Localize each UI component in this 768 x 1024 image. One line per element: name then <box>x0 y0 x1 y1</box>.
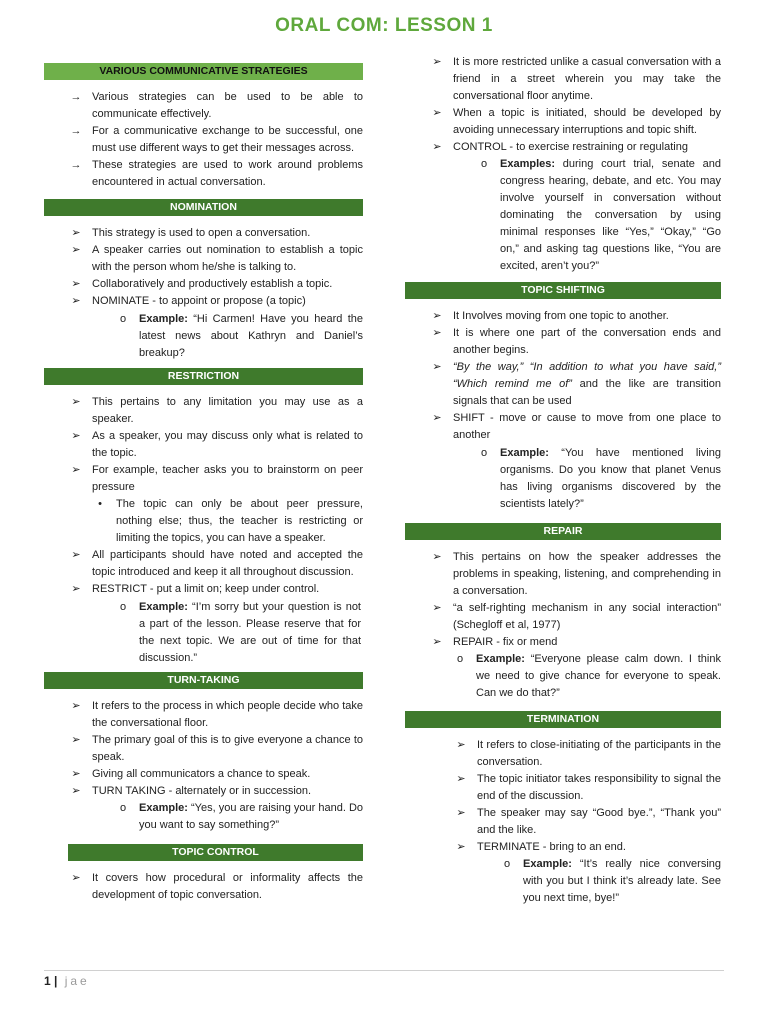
restriction-list <box>68 394 363 496</box>
list-item: ➢ This strategy is used to open a conversation. <box>68 225 363 242</box>
section-header-restriction: RESTRICTION <box>44 368 363 385</box>
list-item: ➢ CONTROL - to exercise restraining or regulating <box>429 139 721 156</box>
list-item: ➢ Collaboratively and productively establish a topic. <box>68 276 363 293</box>
arrow-bullet-icon: ➢ <box>71 700 81 712</box>
nomination-list <box>68 225 363 310</box>
arrow-bullet-icon: ➢ <box>71 583 81 595</box>
arrow-bullet-icon: ➢ <box>432 310 442 322</box>
arrow-icon: → <box>70 159 82 171</box>
arrow-bullet-icon: ➢ <box>71 785 81 797</box>
list-item: ➢ A speaker carries out nomination to establish a topic with the person whom he/she is talking to. <box>68 242 363 276</box>
termination-list <box>453 737 721 856</box>
section-header-topic-control: TOPIC CONTROL <box>68 844 363 861</box>
arrow-bullet-icon: ➢ <box>71 227 81 239</box>
dot-bullet-icon: • <box>98 498 102 510</box>
section-header-nomination: NOMINATION <box>44 199 363 216</box>
topic-shifting-example: o Example: “You have mentioned living organisms. Do you know that planet Venus has living organisms discovered by the scientists lately?” <box>500 445 721 513</box>
arrow-bullet-icon: ➢ <box>71 734 81 746</box>
list-item: ➢ It refers to close-initiating of the participants in the conversation. <box>453 737 721 771</box>
section-header-topic-shifting: TOPIC SHIFTING <box>405 282 721 299</box>
list-item: ➢ RESTRICT - put a limit on; keep under control. <box>68 581 363 598</box>
list-item: ➢ It covers how procedural or informality affects the development of topic conversation. <box>68 870 363 904</box>
arrow-bullet-icon: ➢ <box>71 295 81 307</box>
restriction-list-2 <box>68 547 363 598</box>
circle-bullet-icon: o <box>119 802 127 814</box>
list-item: ➢ The speaker may say “Good bye.”, “Thank you” and the like. <box>453 805 721 839</box>
restriction-example: o Example: “I’m sorry but your question is not a part of the lesson. Please reserve that for the next topic. We are out of time for that discussion.” <box>139 599 361 667</box>
section-header-termination: TERMINATION <box>405 711 721 728</box>
circle-bullet-icon: o <box>480 447 488 459</box>
arrow-bullet-icon: ➢ <box>432 412 442 424</box>
arrow-bullet-icon: ➢ <box>71 278 81 290</box>
circle-bullet-icon: o <box>119 313 127 325</box>
list-item: ➢ It Involves moving from one topic to another. <box>429 308 721 325</box>
list-item: ➢ TERMINATE - bring to an end. <box>453 839 721 856</box>
arrow-bullet-icon: ➢ <box>71 244 81 256</box>
circle-bullet-icon: o <box>503 858 511 870</box>
left-column <box>44 63 363 904</box>
arrow-icon: → <box>70 125 82 137</box>
repair-example: o Example: “Everyone please calm down. I think we need to give chance for everyone to speak. Can we do that?” <box>476 651 721 702</box>
list-item: ➢ It is where one part of the conversation ends and another begins. <box>429 325 721 359</box>
list-item: ➢ SHIFT - move or cause to move from one place to another <box>429 410 721 444</box>
turn-taking-list <box>68 698 363 800</box>
arrow-bullet-icon: ➢ <box>432 141 442 153</box>
list-item: ➢ Giving all communicators a chance to speak. <box>68 766 363 783</box>
circle-bullet-icon: o <box>480 158 488 170</box>
footer <box>44 974 90 988</box>
list-item: ➢ The primary goal of this is to give everyone a chance to speak. <box>68 732 363 766</box>
list-item: ➢ This pertains to any limitation you may use as a speaker. <box>68 394 363 428</box>
arrow-bullet-icon: ➢ <box>71 872 81 884</box>
list-item: ➢ All participants should have noted and accepted the topic introduced and keep it all throughout discussion. <box>68 547 363 581</box>
arrow-bullet-icon: ➢ <box>456 773 466 785</box>
arrow-bullet-icon: ➢ <box>71 768 81 780</box>
repair-list <box>429 549 721 651</box>
list-item: ➢ NOMINATE - to appoint or propose (a topic) <box>68 293 363 310</box>
list-item: ➢ TURN TAKING - alternately or in succession. <box>68 783 363 800</box>
arrow-bullet-icon: ➢ <box>456 841 466 853</box>
footer-separator: | <box>50 974 61 988</box>
arrow-bullet-icon: ➢ <box>71 430 81 442</box>
footer-divider <box>44 970 724 971</box>
topic-control-example: o Examples: during court trial, senate and congress hearing, debate, and etc. You may involve yourself in conversation without dominating the conversation by using minimal responses like “Yes,” “Okay,” “Go on,” and asking tag questions like, “You are excited, aren’t you?” <box>500 156 721 275</box>
termination-example: o Example: “It’s really nice conversing with you but I think it’s already late. See you next time, bye!” <box>523 856 721 907</box>
arrow-bullet-icon: ➢ <box>432 551 442 563</box>
list-item: ➢ REPAIR - fix or mend <box>429 634 721 651</box>
author-initials: jae <box>64 974 90 988</box>
restriction-dot-item: • The topic can only be about peer pressure, nothing else; thus, the teacher is restricting or limiting the topics, you can have a speaker. <box>116 496 363 547</box>
arrow-icon: → <box>70 91 82 103</box>
topic-shifting-list <box>429 308 721 444</box>
circle-bullet-icon: o <box>119 601 127 613</box>
list-item: → These strategies are used to work around problems encountered in actual conversation. <box>68 157 363 191</box>
strategies-list <box>68 89 363 191</box>
section-header-turn-taking: TURN-TAKING <box>44 672 363 689</box>
arrow-bullet-icon: ➢ <box>456 739 466 751</box>
arrow-bullet-icon: ➢ <box>432 327 442 339</box>
arrow-bullet-icon: ➢ <box>432 602 442 614</box>
list-item: ➢ It refers to the process in which people decide who take the conversational floor. <box>68 698 363 732</box>
arrow-bullet-icon: ➢ <box>456 807 466 819</box>
list-item: ➢ This pertains on how the speaker addresses the problems in speaking, listening, and comprehending in a conversation. <box>429 549 721 600</box>
topic-control-list <box>68 870 363 904</box>
list-item: ➢ For example, teacher asks you to brainstorm on peer pressure <box>68 462 363 496</box>
list-item: ➢ “a self-righting mechanism in any social interaction” (Schegloff et al, 1977) <box>429 600 721 634</box>
page-title: ORAL COM: LESSON 1 <box>275 15 493 36</box>
arrow-bullet-icon: ➢ <box>432 636 442 648</box>
list-item: → For a communicative exchange to be successful, one must use different ways to get their messages across. <box>68 123 363 157</box>
list-item: ➢ “By the way,” “In addition to what you have said,” “Which remind me of” and the like are transition signals that can be used <box>429 359 721 410</box>
circle-bullet-icon: o <box>456 653 464 665</box>
arrow-bullet-icon: ➢ <box>71 549 81 561</box>
arrow-bullet-icon: ➢ <box>71 396 81 408</box>
nomination-example: o Example: “Hi Carmen! Have you heard the latest news about Kathryn and Daniel’s breakup? <box>139 311 363 362</box>
list-item: → Various strategies can be used to be able to communicate effectively. <box>68 89 363 123</box>
list-item: ➢ As a speaker, you may discuss only what is related to the topic. <box>68 428 363 462</box>
page-number: 1 <box>44 974 51 988</box>
list-item: ➢ The topic initiator takes responsibility to signal the end of the discussion. <box>453 771 721 805</box>
list-item: ➢ It is more restricted unlike a casual conversation with a friend in a street wherein you may take the conversational floor anytime. <box>429 54 721 105</box>
arrow-bullet-icon: ➢ <box>432 107 442 119</box>
turn-taking-example: o Example: “Yes, you are raising your hand. Do you want to say something?” <box>139 800 363 834</box>
arrow-bullet-icon: ➢ <box>432 361 442 373</box>
topic-control-cont-list <box>429 54 721 156</box>
list-item: ➢ When a topic is initiated, should be developed by avoiding unnecessary interruptions and topic shift. <box>429 105 721 139</box>
section-header-strategies: VARIOUS COMMUNICATIVE STRATEGIES <box>44 63 363 80</box>
section-header-repair: REPAIR <box>405 523 721 540</box>
arrow-bullet-icon: ➢ <box>71 464 81 476</box>
right-column <box>405 54 721 907</box>
arrow-bullet-icon: ➢ <box>432 56 442 68</box>
